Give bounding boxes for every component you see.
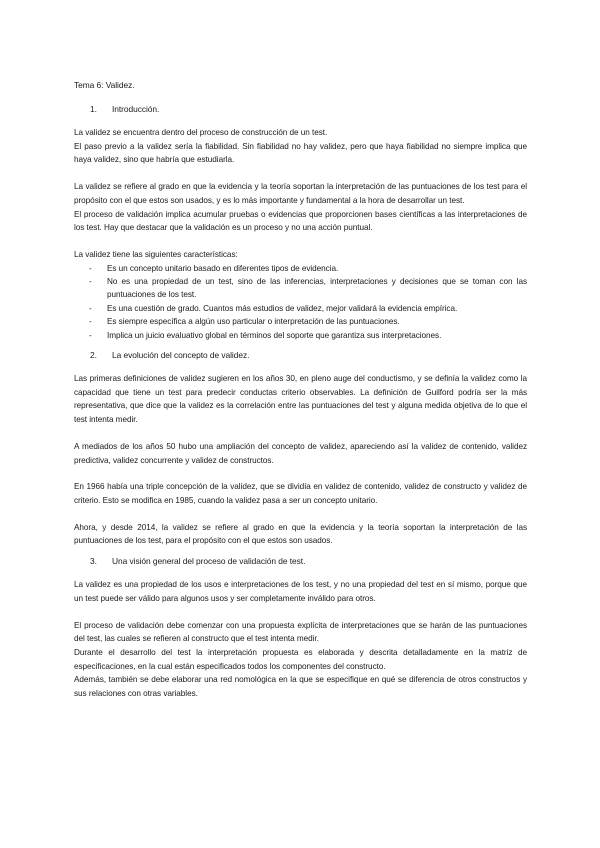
list-item-text: Es una cuestión de grado. Cuantos más estudios de validez, mejor validará la evidencia empírica. (107, 303, 458, 313)
bullet-dash: - (89, 263, 92, 273)
document-body (74, 80, 527, 701)
list-item-text: Es siempre específica a algún uso particular o interpretación de las puntuaciones. (107, 317, 400, 327)
list-item-text: Es un concepto unitario basado en diferentes tipos de evidencia. (107, 263, 339, 273)
paragraph: La validez se encuentra dentro del proceso de construcción de un test. (74, 128, 328, 137)
paragraph: A mediados de los años 50 hubo una ampliación del concepto de validez, apareciendo así la validez de contenido, validez predictiva, validez concurrente y validez de constructos. (74, 441, 527, 465)
paragraph: Las primeras definiciones de validez sugieren en los años 30, en pleno auge del conductismo, y se definía la validez como la capacidad que tiene un test para predecir conductas criterio observables. La definición de Guilford podría ser la más representativa, que dice que la validez es la correlación entre las puntuaciones del test y alguna medida objetiva de lo que el test intenta medir. (74, 374, 527, 425)
list-item-text: No es una propiedad de un test, sino de las inferencias, interpretaciones y decisiones que se toman con las puntuaciones de los test. (107, 277, 527, 300)
section-number: 2. (90, 350, 97, 361)
paragraph: El proceso de validación debe comenzar con una propuesta explícita de interpretaciones que se harán de las puntuaciones del test, las cuales se refieren al constructo que el test intenta medir. (74, 620, 527, 644)
list-item (74, 262, 527, 275)
paragraph: El paso previo a la validez sería la fiabilidad. Sin fiabilidad no hay validez, pero que haya fiabilidad no siempre implica que haya validez, sino que habría que estudiarla. (74, 141, 527, 165)
paragraph: Durante el desarrollo del test la interpretación propuesta es elaborada y descrita detalladamente en la matriz de especificaciones, en la cual están especificados todos los componentes del constructo. (74, 647, 527, 671)
bullet-dash: - (89, 303, 92, 313)
section-number: 3. (90, 556, 97, 567)
bullet-dash: - (89, 317, 92, 327)
paragraph: La validez se refiere al grado en que la evidencia y la teoría soportan la interpretación de las puntuaciones de los test para el propósito con el que estos son usados, y es lo más importante y fundamental a la hora de desarrollar un test. (74, 182, 527, 205)
paragraph: El proceso de validación implica acumular pruebas o evidencias que proporcionen bases científicas a las interpretaciones de los test. Hay que destacar que la validación es un proceso y no una acción puntual. (74, 209, 527, 233)
bullet-dash: - (89, 277, 92, 287)
paragraph: Además, también se debe elaborar una red nomológica en la que se especifique en qué se diferencia de otros constructos y sus relaciones con otras variables. (74, 675, 527, 699)
paragraph: En 1966 había una triple concepción de la validez, que se dividía en validez de contenido, validez de constructo y validez de criterio. Esto se modifica en 1985, cuando la validez pasa a ser un concepto unitario. (74, 482, 527, 505)
paragraph: La validez es una propiedad de los usos e interpretaciones de los test, y no una propiedad del test en sí mismo, porque que un test puede ser válido para algunos usos y ser completamente inválido para otros. (74, 580, 527, 603)
document-title: Tema 6: Validez. (74, 80, 135, 90)
list-item (74, 302, 527, 315)
paragraph: La validez tiene las siguientes características: (74, 249, 238, 259)
section-title: Introducción. (112, 104, 160, 114)
list-item (74, 275, 527, 302)
paragraph: Ahora, y desde 2014, la validez se refiere al grado en que la evidencia y la teoría soportan la interpretación de las puntuaciones de los test, para el propósito con el que estos son usados. (74, 522, 527, 546)
characteristics-list (74, 262, 527, 342)
section-title: La evolución del concepto de validez. (112, 350, 250, 361)
section-title: Una visión general del proceso de validación de test. (112, 556, 306, 567)
list-item (74, 315, 527, 328)
section-number: 1. (90, 104, 97, 114)
list-item (74, 329, 527, 342)
list-item-text: Implica un juicio evaluativo global en términos del soporte que garantiza sus interpretaciones. (107, 330, 442, 340)
section-heading-vision-general (90, 556, 527, 566)
bullet-dash: - (89, 330, 92, 340)
section-heading-introduccion (90, 104, 527, 114)
section-heading-evolucion (90, 350, 527, 360)
